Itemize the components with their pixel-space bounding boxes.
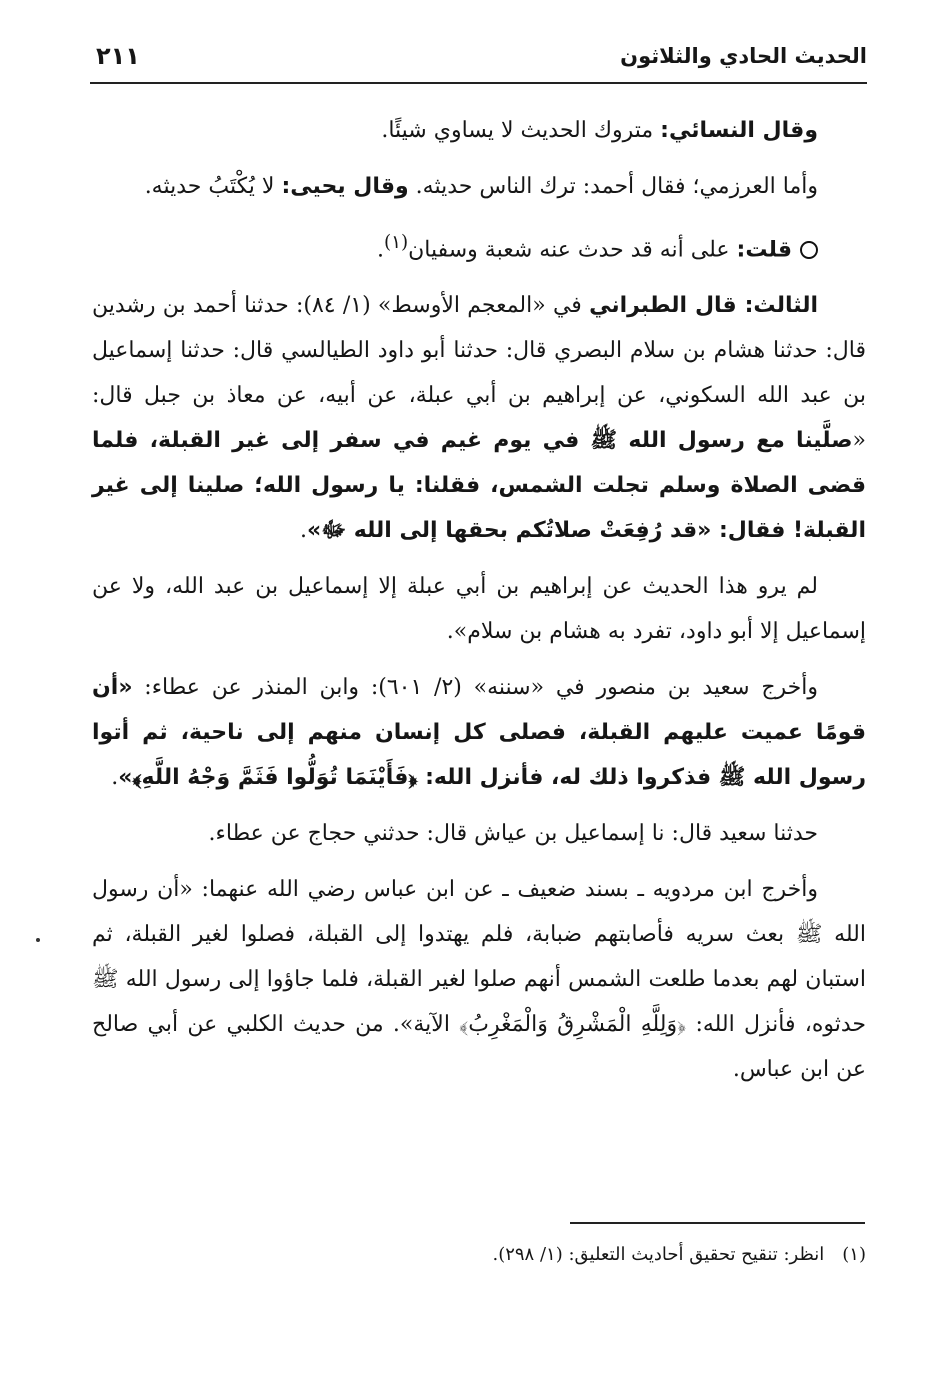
paragraph-text: . bbox=[376, 237, 384, 263]
speaker-label: قلت: bbox=[736, 237, 792, 263]
footnote-divider bbox=[570, 1222, 865, 1224]
circle-bullet-icon bbox=[800, 241, 818, 259]
paragraph-text: حدثنا سعيد قال: نا إسماعيل بن عياش قال: حدثني حجاج عن عطاء. bbox=[208, 821, 818, 847]
page-number: ٢١١ bbox=[96, 42, 140, 70]
paragraph-ibn-marduwayh bbox=[92, 867, 866, 1092]
footnote-marker: (١) bbox=[842, 1244, 866, 1265]
section-heading: الثالث: قال الطبراني bbox=[589, 293, 819, 319]
paragraph-text: في «المعجم الأوسط» (١/ ٨٤): حدثنا أحمد بن رشدين قال: حدثنا هشام بن سلام البصري قال: حدثنا أبو داود الطيالسي قال: حدثنا إسماعيل بن عبد الله السكوني، عن إبراهيم بن أبي عبلة، عن أبيه، عن معاذ بن جبل قال: « bbox=[92, 293, 866, 454]
paragraph-text: وأخرج ابن مردويه ـ بسند ضعيف ـ عن ابن عباس رضي الله عنهما: «أن رسول الله ﷺ بعث سريه فأصابتهم ضبابة، فلم يهتدوا إلى القبلة، فصلوا لغير القبلة، ثم استبان لهم بعدما طلعت الشمس أنهم صلوا لغير القبلة، فلما جاؤوا إلى رسول الله ﷺ حدثوه، فأنزل الله: ﴿وَلِلَّهِ الْمَشْرِقُ وَالْمَغْرِبُ﴾ الآية». من حديث الكلبي عن أبي صالح عن ابن عباس. bbox=[92, 877, 866, 1083]
footnote-text: انظر: تنقيح تحقيق أحاديث التعليق: (١/ ٢٩٨). bbox=[492, 1244, 825, 1265]
paragraph-text: لم يرو هذا الحديث عن إبراهيم بن أبي عبلة إلا إسماعيل بن عبد الله، ولا عن إسماعيل إلا أبو داود، تفرد به هشام بن سلام». bbox=[92, 574, 866, 645]
hadith-text: «أن قومًا عميت عليهم القبلة، فصلى كل إنسان منهم إلى ناحية، ثم أتوا رسول الله ﷺ فذكروا ذلك له، فأنزل الله: ﴿فَأَيْنَمَا تُوَلُّوا فَثَمَّ وَجْهُ اللَّهِ﴾» bbox=[92, 675, 866, 791]
paragraph-text: لا يُكْتَبُ حديثه. bbox=[144, 174, 282, 199]
paragraph-text: متروك الحديث لا يساوي شيئًا. bbox=[381, 118, 661, 143]
paragraph-third-hadith bbox=[92, 283, 866, 553]
footnote bbox=[92, 1240, 866, 1270]
paragraph-arzami bbox=[92, 164, 866, 209]
page-header bbox=[90, 28, 867, 84]
margin-dot bbox=[36, 938, 40, 942]
paragraph-comment bbox=[92, 564, 866, 654]
hadith-text: صلَّينا مع رسول الله ﷺ في يوم غيم في سفر إلى غير القبلة، فلما قضى الصلاة وسلم تجلت الشمس، فقلنا: يا رسول الله؛ صلينا إلى غير القبلة! فقال: «قد رُفِعَتْ صلاتُكم بحقها إلى الله ﷻ» bbox=[92, 428, 866, 544]
paragraph-isnad bbox=[92, 811, 866, 856]
paragraph-text: على أنه قد حدث عنه شعبة وسفيان bbox=[408, 237, 737, 263]
paragraph-said-bin-mansur bbox=[92, 665, 866, 800]
paragraph-text: . bbox=[111, 765, 119, 791]
paragraph-qultu bbox=[92, 220, 866, 272]
footnote-reference: (١) bbox=[383, 232, 409, 253]
speaker-label: وقال يحيى: bbox=[281, 174, 409, 199]
speaker-label: وقال النسائي: bbox=[660, 118, 818, 143]
running-title: الحديث الحادي والثلاثون bbox=[620, 44, 867, 68]
body-text bbox=[92, 108, 866, 1103]
paragraph-text: وأما العرزمي؛ فقال أحمد: ترك الناس حديثه. bbox=[408, 174, 818, 199]
paragraph-text: وأخرج سعيد بن منصور في «سننه» (٢/ ٦٠١): وابن المنذر عن عطاء: bbox=[132, 675, 819, 701]
paragraph-text: . bbox=[300, 518, 308, 544]
paragraph-nasai bbox=[92, 108, 866, 153]
